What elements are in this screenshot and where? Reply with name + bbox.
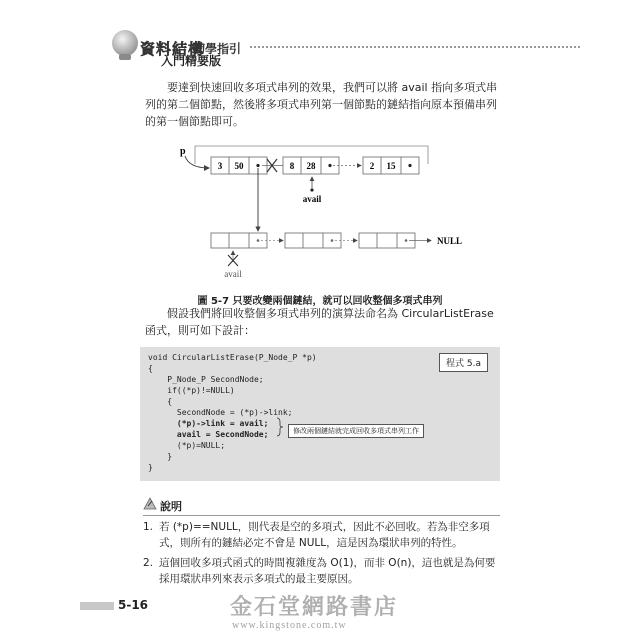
paragraph-1: 要達到快速回收多項式串列的效果，我們可以將 avail 指向多項式串列的第二個節點，然後將多項式串列第一個節點的鏈結指向原本預備串列的第一個節點即可。 (145, 81, 498, 128)
pointer-p-arrow (185, 156, 209, 168)
header-divider (250, 46, 580, 48)
watermark-url: www.kingstone.com.tw (232, 620, 347, 631)
note-label: 說明 (160, 500, 182, 513)
null-label: NULL (437, 236, 463, 246)
code-line-7: (*p)->link = avail; (148, 419, 269, 428)
top-node-3 (363, 157, 419, 174)
note-item-2-number: 2. (143, 557, 154, 569)
node-1-coef: 3 (217, 161, 223, 171)
node-2-coef: 8 (289, 161, 295, 171)
code-line-2: { (148, 364, 153, 373)
figure-caption: 圖 5-7 只要改變兩個鏈結，就可以回收整個多項式串列 (197, 296, 443, 307)
note-item-1 (143, 519, 503, 553)
avail-label-bottom: avail (224, 269, 242, 279)
code-line-3: P_Node_P SecondNode; (148, 375, 264, 384)
paragraph-2: 假設我們將回收整個多項式串列的演算法命名為 CircularListErase 函式，則可如下設計： (145, 307, 494, 337)
code-line-5: { (148, 397, 173, 406)
top-node-1 (211, 157, 267, 174)
note-item-2-text: 這個回收多項式函式的時間複雜度為 O(1)，而非 O(n)，這也就是為何要採用環狀串列來表示多項式的最主要原因。 (159, 557, 496, 585)
pencil-note-icon (143, 497, 157, 510)
bottom-node-3 (359, 233, 415, 248)
book-title-sub: 初學指引 (193, 42, 242, 56)
avail-label-top: avail (302, 194, 322, 204)
code-annotation: 修改兩個鏈結就完成回收多項式串列工作 (288, 424, 424, 438)
note-item-1-text: 若 (*p)==NULL，則代表是空的多項式，因此不必回收。若為非空多項式，則所有的鏈結必定不會是 NULL，這是因為環狀串列的特性。 (159, 521, 490, 549)
book-subtitle: 入門精要版 (161, 54, 222, 68)
book-title: 資料結構 (140, 40, 205, 58)
code-line-10: } (148, 452, 173, 461)
footer-bar (80, 602, 114, 610)
node-1-exp: 50 (234, 161, 244, 171)
bottom-node-1 (211, 233, 267, 248)
logo-stand (119, 54, 131, 60)
watermark-store-name: 金石堂網路書店 (230, 594, 399, 620)
code-line-1: void CircularListErase(P_Node_P *p) (148, 353, 317, 362)
pointer-p-label: p (180, 146, 186, 157)
note-item-2 (143, 555, 503, 589)
note-item-1-number: 1. (143, 521, 154, 533)
node-3-coef: 2 (369, 161, 375, 171)
program-label: 程式 5.a (439, 353, 488, 372)
code-line-8: avail = SecondNode; (148, 430, 269, 439)
page-number: 5-16 (118, 598, 149, 612)
note-divider (143, 515, 500, 516)
code-line-6: SecondNode = (*p)->link; (148, 408, 293, 417)
top-node-2 (283, 157, 339, 174)
linked-list-diagram (175, 138, 495, 280)
node-2-exp: 28 (306, 161, 316, 171)
code-line-9: (*p)=NULL; (148, 441, 226, 450)
bottom-node-2 (285, 233, 341, 248)
logo-globe-icon (112, 30, 138, 56)
node-3-exp: 15 (386, 161, 396, 171)
code-brace (276, 417, 284, 437)
code-line-4: if((*p)!=NULL) (148, 386, 235, 395)
code-block (140, 347, 500, 481)
code-line-11: } (148, 463, 153, 472)
